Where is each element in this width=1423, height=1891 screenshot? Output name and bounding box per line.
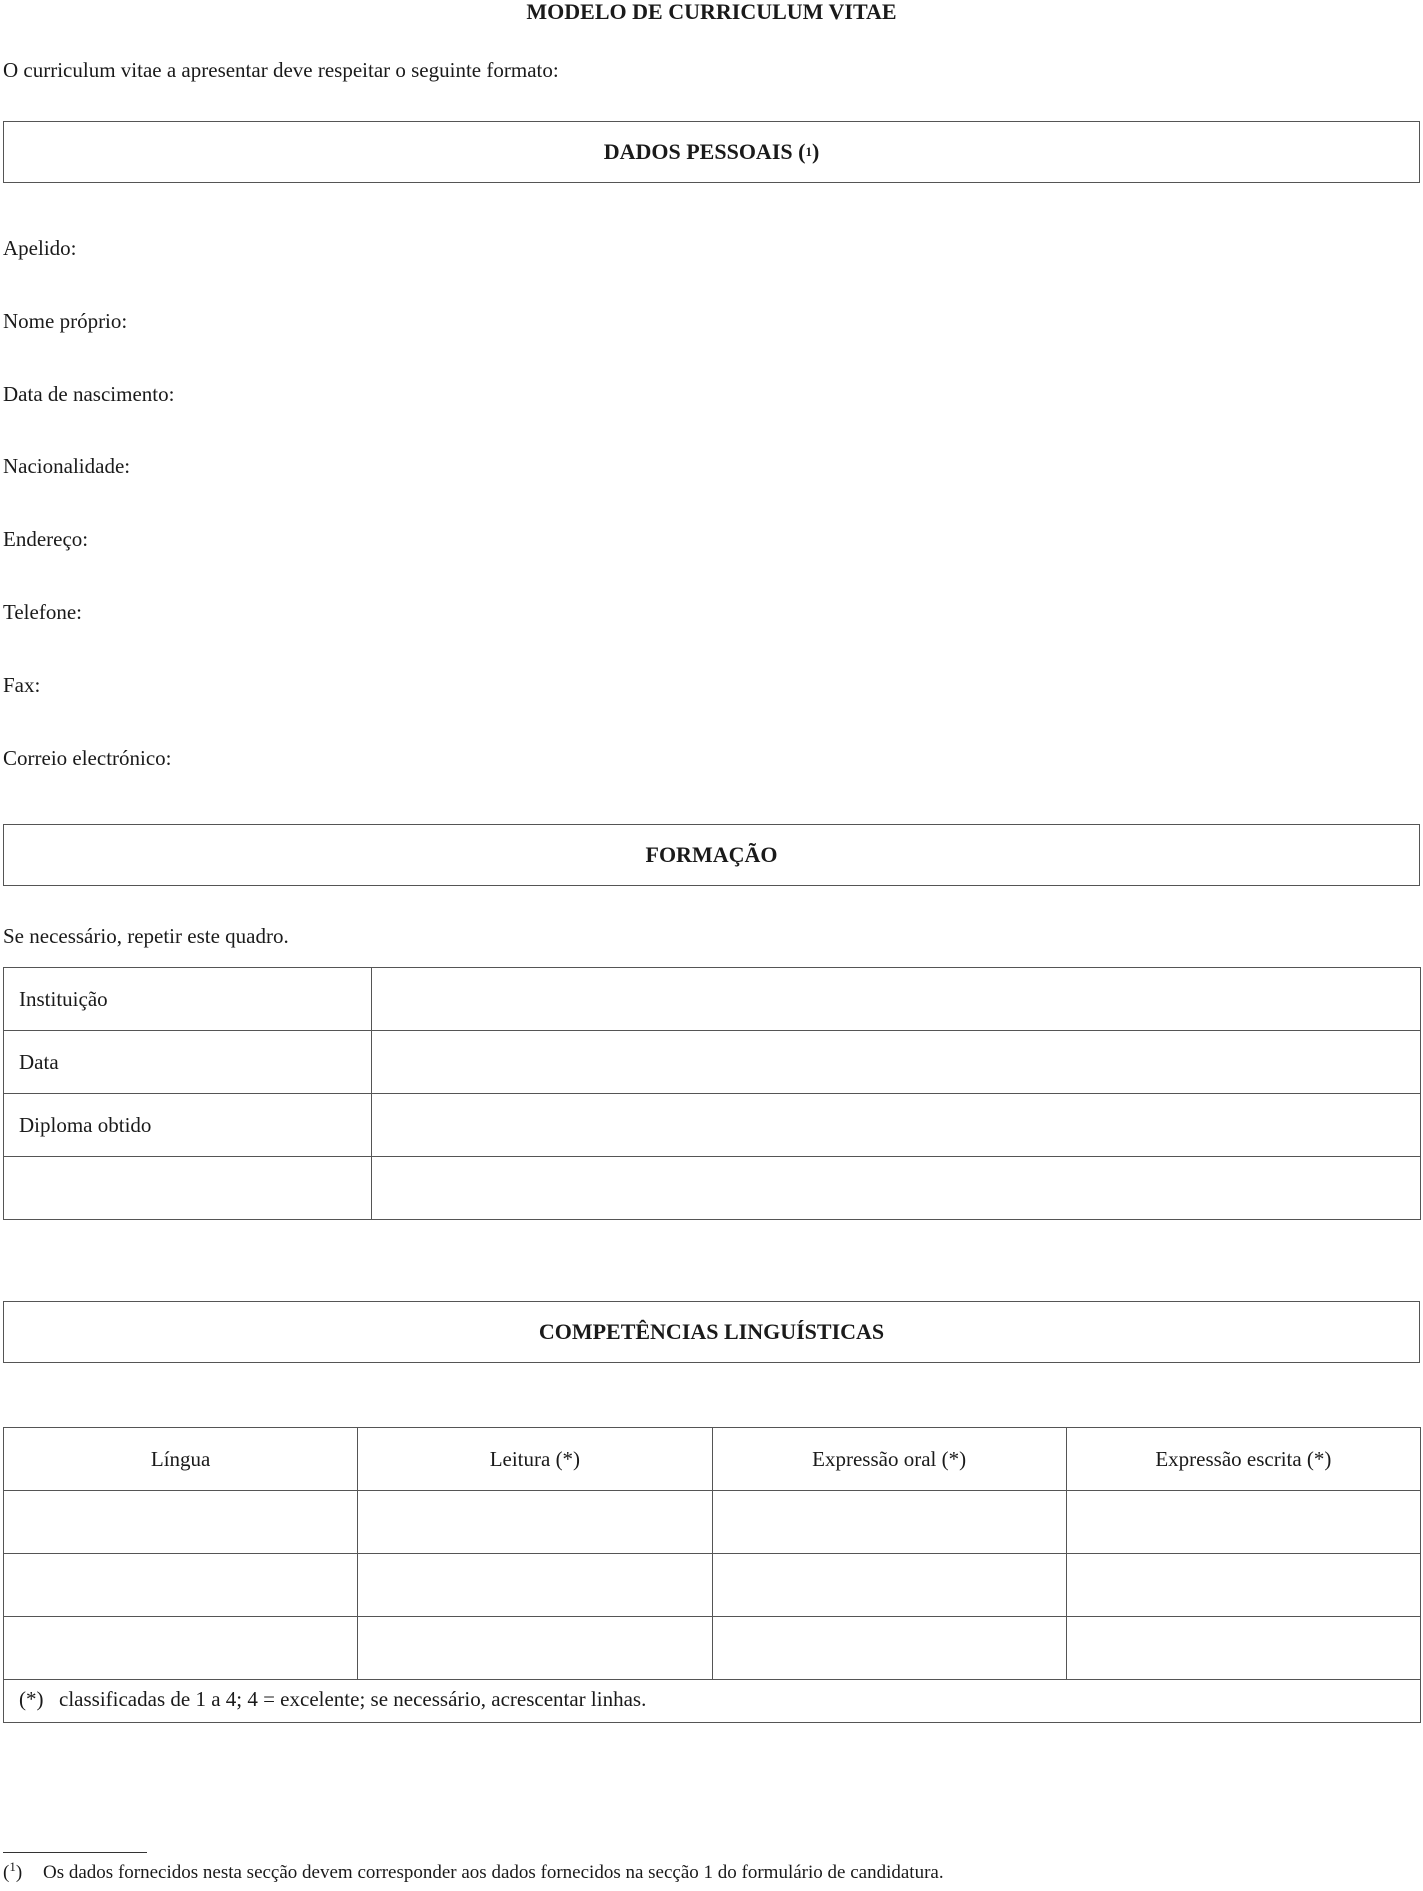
footnote-mark-close: ) xyxy=(15,1862,23,1883)
table-cell[interactable] xyxy=(358,1491,712,1554)
footnote-mark xyxy=(3,1859,43,1884)
languages-note-text: classificadas de 1 a 4; 4 = excelente; se necessário, acrescentar linhas. xyxy=(59,1687,647,1711)
table-row xyxy=(4,1157,1421,1220)
column-header-language: Língua xyxy=(4,1428,358,1491)
languages-heading: COMPETÊNCIAS LINGUÍSTICAS xyxy=(3,1301,1420,1363)
table-row xyxy=(4,1031,1421,1094)
footnote-mark-open: ( xyxy=(3,1862,10,1883)
education-note: Se necessário, repetir este quadro. xyxy=(3,924,289,948)
table-row xyxy=(4,1554,1421,1617)
table-cell[interactable] xyxy=(358,1554,712,1617)
table-cell[interactable] xyxy=(1066,1491,1420,1554)
table-cell[interactable] xyxy=(712,1491,1066,1554)
education-value-cell[interactable] xyxy=(372,1157,1421,1220)
field-nationality: Nacionalidade: xyxy=(3,454,131,478)
languages-note-mark: (*) xyxy=(19,1687,44,1711)
languages-table xyxy=(3,1427,1421,1680)
languages-note-row xyxy=(3,1677,1421,1723)
education-label-diploma: Diploma obtido xyxy=(4,1094,372,1157)
table-row xyxy=(4,968,1421,1031)
education-value-cell[interactable] xyxy=(372,968,1421,1031)
field-email: Correio electrónico: xyxy=(3,746,172,770)
education-value-cell[interactable] xyxy=(372,1094,1421,1157)
education-table xyxy=(3,967,1421,1220)
footnote xyxy=(3,1859,944,1884)
education-label-institution: Instituição xyxy=(4,968,372,1031)
table-cell[interactable] xyxy=(358,1617,712,1680)
personal-data-heading-close: ) xyxy=(811,139,820,164)
field-surname: Apelido: xyxy=(3,236,77,260)
table-cell[interactable] xyxy=(1066,1617,1420,1680)
footnote-separator xyxy=(3,1852,147,1853)
table-row xyxy=(4,1617,1421,1680)
intro-text: O curriculum vitae a apresentar deve respeitar o seguinte formato: xyxy=(3,58,559,82)
field-fax: Fax: xyxy=(3,673,41,697)
table-row xyxy=(4,1491,1421,1554)
field-first-name: Nome próprio: xyxy=(3,309,128,333)
footnote-mark-number: 1 xyxy=(9,1859,16,1874)
table-row xyxy=(4,1094,1421,1157)
personal-data-heading: DADOS PESSOAIS ( 1 ) xyxy=(3,121,1420,183)
education-label-date: Data xyxy=(4,1031,372,1094)
table-cell[interactable] xyxy=(4,1491,358,1554)
field-birth-date: Data de nascimento: xyxy=(3,382,175,406)
document-title: MODELO DE CURRICULUM VITAE xyxy=(526,0,897,24)
footnote-text: Os dados fornecidos nesta secção devem corresponder aos dados fornecidos na secção 1 do formulário de candidatura. xyxy=(43,1862,944,1883)
table-cell[interactable] xyxy=(4,1554,358,1617)
column-header-writing: Expressão escrita (*) xyxy=(1066,1428,1420,1491)
table-cell[interactable] xyxy=(712,1617,1066,1680)
field-phone: Telefone: xyxy=(3,600,82,624)
table-cell[interactable] xyxy=(1066,1554,1420,1617)
table-header-row xyxy=(4,1428,1421,1491)
education-heading: FORMAÇÃO xyxy=(3,824,1420,886)
table-cell[interactable] xyxy=(712,1554,1066,1617)
column-header-speaking: Expressão oral (*) xyxy=(712,1428,1066,1491)
field-address: Endereço: xyxy=(3,527,89,551)
education-value-cell[interactable] xyxy=(372,1031,1421,1094)
education-label-empty xyxy=(4,1157,372,1220)
personal-data-heading-text: DADOS PESSOAIS ( xyxy=(603,139,806,164)
column-header-reading: Leitura (*) xyxy=(358,1428,712,1491)
table-cell[interactable] xyxy=(4,1617,358,1680)
